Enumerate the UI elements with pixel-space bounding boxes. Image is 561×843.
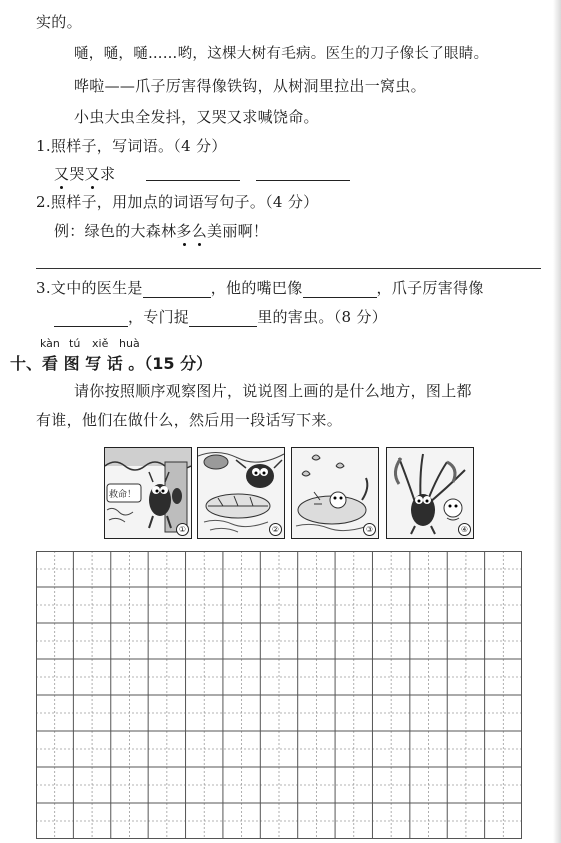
pinyin-hua: huà	[119, 337, 140, 350]
speech-bubble-text: 救命！	[109, 490, 137, 500]
section-10-instruction-2: 有谁，他们在做什么，然后用一段话写下来。	[36, 411, 343, 429]
example-dot-word-2: 么	[191, 222, 208, 240]
picture-2	[197, 447, 285, 539]
picture-3-number: ③	[363, 523, 376, 536]
picture-2-number: ②	[269, 523, 282, 536]
example-char-1: 又	[54, 165, 70, 183]
example-char-2: 哭	[69, 165, 85, 183]
example-pre: 例：绿色的大森林	[54, 222, 177, 240]
picture-4-number: ④	[458, 523, 471, 536]
pinyin-kan: kàn	[40, 337, 60, 350]
pinyin-tu: tú	[69, 337, 81, 350]
answer-blank-1b[interactable]	[256, 164, 350, 181]
question-2-prompt: 2.照样子，用加点的词语写句子。（4 分）	[36, 193, 319, 211]
question-3-line-1	[36, 278, 484, 298]
example-dot-word-1: 多	[176, 222, 192, 240]
picture-1	[104, 447, 192, 539]
answer-blank-1a[interactable]	[146, 164, 240, 181]
picture-3	[291, 447, 379, 539]
story-line-2: 嗵，嗵，嗵……哟，这棵大树有毛病。医生的刀子像长了眼睛。	[74, 46, 489, 62]
q3-text-5: 里的害虫。（8 分）	[257, 308, 388, 326]
writing-grid-lines	[36, 551, 522, 839]
story-line-1: 实的。	[36, 13, 82, 31]
section-10-title: 十、看 图 写 话 。（15 分）	[10, 354, 213, 373]
answer-blank-3c[interactable]	[54, 310, 128, 327]
example-char-3: 又	[84, 165, 100, 183]
q3-text-4: ，专门捉	[128, 308, 190, 326]
question-1-prompt: 1.照样子，写词语。（4 分）	[36, 137, 227, 155]
example-char-4: 求	[99, 165, 116, 183]
pinyin-xie: xiě	[92, 337, 109, 350]
answer-line-2[interactable]	[36, 268, 541, 269]
answer-blank-3a[interactable]	[143, 281, 211, 298]
example-post: 美丽啊！	[207, 222, 269, 240]
picture-4	[386, 447, 474, 539]
question-1-example	[54, 164, 115, 184]
story-line-3: 哗啦——爪子厉害得像铁钩，从树洞里拉出一窝虫。	[74, 77, 426, 95]
q3-text-1: 3.文中的医生是	[36, 279, 143, 297]
q3-text-2: ，他的嘴巴像	[210, 279, 303, 297]
section-10-instruction-1: 请你按照顺序观察图片，说说图上画的是什么地方，图上都	[74, 382, 472, 400]
answer-blank-3d[interactable]	[189, 310, 257, 327]
question-3-line-2	[54, 307, 387, 327]
story-line-4: 小虫大虫全发抖，又哭又求喊饶命。	[74, 108, 319, 126]
answer-blank-3b[interactable]	[303, 281, 377, 298]
writing-grid[interactable]	[36, 551, 522, 839]
page-edge-shadow	[553, 0, 561, 843]
question-2-example	[54, 221, 268, 241]
picture-1-number: ①	[176, 523, 189, 536]
q3-text-3: ，爪子厉害得像	[376, 279, 484, 297]
